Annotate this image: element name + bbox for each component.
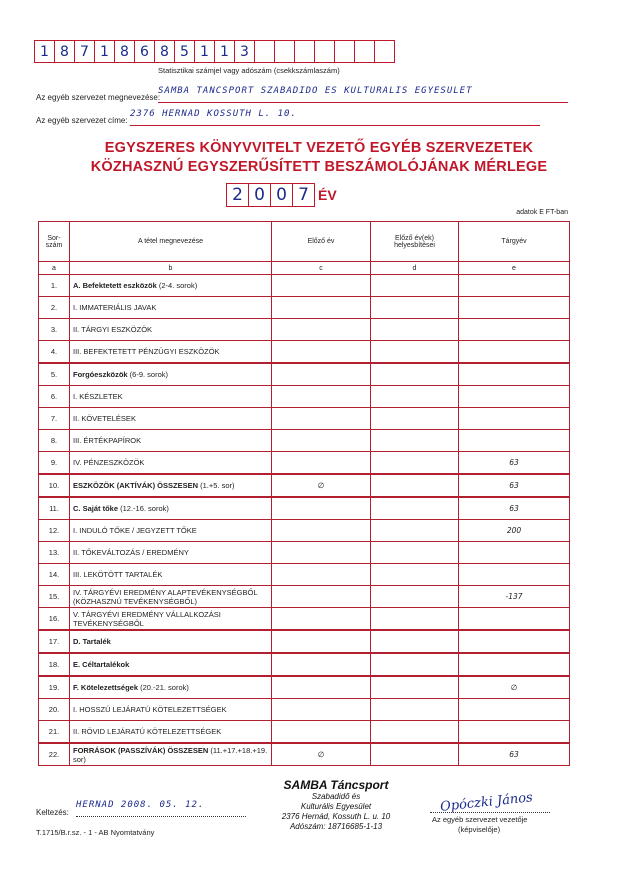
row-name: III. ÉRTÉKPAPÍROK	[73, 436, 142, 445]
row-name: I. HOSSZÚ LEJÁRATÚ KÖTELEZETTSÉGEK	[73, 705, 227, 714]
row-name-cell	[70, 630, 272, 653]
prev-year-value[interactable]	[272, 699, 371, 721]
current-year-value[interactable]	[459, 408, 570, 430]
prev-year-value[interactable]	[272, 721, 371, 744]
stat-digit-box[interactable]: 6	[134, 40, 155, 63]
current-year-value[interactable]: -137	[459, 586, 570, 608]
current-year-value[interactable]: ∅	[459, 676, 570, 699]
row-name: IV. TÁRGYÉVI EREDMÉNY ALAPTEVÉKENYSÉGBŐL (KÖZHASZNÚ TEVÉKENYSÉGBŐL)	[73, 587, 258, 606]
stat-digit-box[interactable]: 7	[74, 40, 95, 63]
row-number: 4.	[39, 341, 70, 364]
header-current-year: Tárgyév	[459, 222, 570, 262]
signature: Opóczki János	[439, 790, 534, 815]
prev-year-value[interactable]	[272, 630, 371, 653]
table-row	[39, 586, 570, 608]
row-number: 14.	[39, 564, 70, 586]
row-name: C. Saját tőke	[73, 504, 119, 513]
row-name: III. LEKÖTÖTT TARTALÉK	[73, 570, 163, 579]
row-name: II. KÖVETELÉSEK	[73, 414, 136, 423]
prev-year-value[interactable]: ∅	[272, 743, 371, 766]
row-name: ESZKÖZÖK (AKTÍVÁK) ÖSSZESEN	[73, 481, 199, 490]
row-number: 19.	[39, 676, 70, 699]
stat-digit-box[interactable]: 1	[94, 40, 115, 63]
correction-value[interactable]	[371, 430, 459, 452]
row-name: I. INDULÓ TŐKE / JEGYZETT TŐKE	[73, 526, 197, 535]
correction-value[interactable]	[371, 275, 459, 297]
signature-line	[430, 812, 550, 813]
row-number: 7.	[39, 408, 70, 430]
year-digit-box[interactable]: 0	[270, 183, 293, 207]
row-number: 11.	[39, 497, 70, 520]
row-number: 22.	[39, 743, 70, 766]
prev-year-value[interactable]	[272, 676, 371, 699]
current-year-value[interactable]: 63	[459, 743, 570, 766]
prev-year-value[interactable]	[272, 586, 371, 608]
table-row	[39, 721, 570, 744]
row-name-suffix: (11.+17.+18.+19. sor)	[73, 745, 268, 764]
row-name-cell	[70, 497, 272, 520]
row-name: II. TÁRGYI ESZKÖZÖK	[73, 325, 153, 334]
row-name-cell	[70, 341, 272, 364]
row-name-cell	[70, 474, 272, 497]
stat-digit-box[interactable]	[334, 40, 355, 63]
row-name: IV. PÉNZESZKÖZÖK	[73, 458, 145, 467]
current-year-value[interactable]	[459, 319, 570, 341]
org-name-value[interactable]: SAMBA TÁNCSPORT SZABADIDŐ ÉS KULTURÁLIS EGYESÜLET	[158, 86, 568, 103]
column-letter: e	[459, 262, 570, 275]
correction-value[interactable]	[371, 586, 459, 608]
row-name: II. RÖVID LEJÁRATÚ KÖTELEZETTSÉGEK	[73, 727, 222, 736]
current-year-value[interactable]	[459, 363, 570, 386]
correction-value[interactable]	[371, 297, 459, 319]
year-label: ÉV	[318, 187, 337, 203]
row-number: 17.	[39, 630, 70, 653]
stat-digit-box[interactable]: 1	[194, 40, 215, 63]
table-row	[39, 743, 570, 766]
row-name: III. BEFEKTETETT PÉNZÜGYI ESZKÖZÖK	[73, 347, 220, 356]
stat-digit-box[interactable]	[294, 40, 315, 63]
row-number: 8.	[39, 430, 70, 452]
current-year-value[interactable]	[459, 430, 570, 452]
correction-value[interactable]	[371, 497, 459, 520]
table-row	[39, 653, 570, 676]
row-number: 6.	[39, 386, 70, 408]
row-number: 20.	[39, 699, 70, 721]
row-name: I. KÉSZLETEK	[73, 392, 123, 401]
stat-digit-box[interactable]: 8	[154, 40, 175, 63]
row-name: I. IMMATERIÁLIS JAVAK	[73, 303, 157, 312]
row-name-cell	[70, 520, 272, 542]
table-row	[39, 386, 570, 408]
row-name-suffix: (2-4. sorok)	[156, 281, 198, 290]
current-year-value[interactable]: 200	[459, 520, 570, 542]
current-year-value[interactable]	[459, 608, 570, 631]
stat-digit-box[interactable]: 1	[34, 40, 55, 63]
table-row	[39, 408, 570, 430]
header-name: A tétel megnevezése	[70, 222, 272, 262]
balance-table	[38, 221, 570, 766]
current-year-value[interactable]	[459, 297, 570, 319]
correction-value[interactable]	[371, 564, 459, 586]
row-name-cell	[70, 319, 272, 341]
stat-digit-box[interactable]	[354, 40, 375, 63]
current-year-value[interactable]	[459, 542, 570, 564]
row-name: F. Kötelezettségek	[73, 683, 139, 692]
prev-year-value[interactable]: ∅	[272, 474, 371, 497]
stat-digit-box[interactable]	[314, 40, 335, 63]
current-year-value[interactable]	[459, 386, 570, 408]
table-row	[39, 497, 570, 520]
current-year-value[interactable]	[459, 564, 570, 586]
row-name-suffix: (1.+5. sor)	[198, 481, 235, 490]
org-address-label: Az egyéb szervezet címe:	[36, 116, 128, 125]
current-year-value[interactable]	[459, 275, 570, 297]
row-name-cell	[70, 430, 272, 452]
stat-digit-box[interactable]	[274, 40, 295, 63]
prev-year-value[interactable]	[272, 564, 371, 586]
correction-value[interactable]	[371, 653, 459, 676]
organization-stamp	[276, 778, 396, 832]
title-line-1: EGYSZERES KÖNYVVITELT VEZETŐ EGYÉB SZERVEZETEK	[104, 140, 534, 156]
row-number: 3.	[39, 319, 70, 341]
row-name-cell	[70, 363, 272, 386]
current-year-value[interactable]: 63	[459, 452, 570, 475]
stat-digit-box[interactable]	[374, 40, 395, 63]
row-name: Forgóeszközök	[73, 370, 128, 379]
row-number: 1.	[39, 275, 70, 297]
stat-number-caption: Statisztikai számjel vagy adószám (csekkszámlaszám)	[158, 66, 340, 75]
row-name-cell	[70, 408, 272, 430]
stat-digit-box[interactable]	[254, 40, 275, 63]
table-row	[39, 430, 570, 452]
current-year-value[interactable]	[459, 721, 570, 744]
stamp-line-4: 2376 Hernád, Kossuth L. u. 10	[281, 812, 391, 821]
row-number: 21.	[39, 721, 70, 744]
header-corrections: Előző év(ek) helyesbítései	[371, 222, 459, 262]
row-name: E. Céltartalékok	[73, 660, 130, 669]
unit-note: adatok E FT-ban	[516, 209, 568, 216]
table-row	[39, 608, 570, 631]
prev-year-value[interactable]	[272, 497, 371, 520]
table-row	[39, 564, 570, 586]
row-name: FORRÁSOK (PASSZÍVÁK) ÖSSZESEN	[73, 745, 209, 755]
correction-value[interactable]	[371, 520, 459, 542]
table-row	[39, 699, 570, 721]
correction-value[interactable]	[371, 408, 459, 430]
correction-value[interactable]	[371, 608, 459, 631]
current-year-value[interactable]	[459, 630, 570, 653]
prev-year-value[interactable]	[272, 319, 371, 341]
row-number: 2.	[39, 297, 70, 319]
row-name: A. Befektetett eszközök	[73, 281, 157, 290]
row-number: 16.	[39, 608, 70, 631]
org-name-label: Az egyéb szervezet megnevezése:	[36, 93, 161, 102]
prev-year-value[interactable]	[272, 341, 371, 364]
prev-year-value[interactable]	[272, 297, 371, 319]
row-name-cell	[70, 676, 272, 699]
correction-value[interactable]	[371, 699, 459, 721]
year-digit-box[interactable]: 7	[292, 183, 315, 207]
stamp-line-3: Kulturális Egyesület	[300, 802, 372, 811]
row-name: V. TÁRGYÉVI EREDMÉNY VÁLLALKOZÁSI TEVÉKENYSÉGBŐL	[73, 609, 221, 628]
stat-digit-box[interactable]: 1	[214, 40, 235, 63]
row-name-cell	[70, 721, 272, 744]
prev-year-value[interactable]	[272, 275, 371, 297]
table-row	[39, 474, 570, 497]
row-name: D. Tartalék	[73, 637, 111, 646]
row-name-suffix: (6-9. sorok)	[127, 370, 169, 379]
prev-year-value[interactable]	[272, 452, 371, 475]
row-name-cell	[70, 743, 272, 766]
correction-value[interactable]	[371, 452, 459, 475]
stamp-line-1: SAMBA Táncsport	[283, 778, 389, 792]
row-number: 18.	[39, 653, 70, 676]
row-name-cell	[70, 452, 272, 475]
prev-year-value[interactable]	[272, 608, 371, 631]
table-row	[39, 297, 570, 319]
current-year-value[interactable]	[459, 341, 570, 364]
signer-label-2: (képviselője)	[458, 825, 501, 834]
row-number: 12.	[39, 520, 70, 542]
table-row	[39, 319, 570, 341]
row-name-cell	[70, 297, 272, 319]
column-letter: c	[272, 262, 371, 275]
row-name-cell	[70, 586, 272, 608]
row-name-suffix: (12.-16. sorok)	[118, 504, 169, 513]
table-row	[39, 341, 570, 364]
prev-year-value[interactable]	[272, 430, 371, 452]
prev-year-value[interactable]	[272, 363, 371, 386]
table-row	[39, 630, 570, 653]
table-row	[39, 676, 570, 699]
correction-value[interactable]	[371, 542, 459, 564]
stat-digit-box[interactable]: 5	[174, 40, 195, 63]
row-name-cell	[70, 275, 272, 297]
column-letter: b	[70, 262, 272, 275]
prev-year-value[interactable]	[272, 520, 371, 542]
row-name-cell	[70, 608, 272, 631]
prev-year-value[interactable]	[272, 408, 371, 430]
correction-value[interactable]	[371, 743, 459, 766]
current-year-value[interactable]: 63	[459, 474, 570, 497]
stat-digit-box[interactable]: 8	[114, 40, 135, 63]
table-row	[39, 452, 570, 475]
correction-value[interactable]	[371, 676, 459, 699]
correction-value[interactable]	[371, 630, 459, 653]
prev-year-value[interactable]	[272, 386, 371, 408]
row-name: II. TŐKEVÁLTOZÁS / EREDMÉNY	[73, 548, 189, 557]
stat-digit-box[interactable]: 8	[54, 40, 75, 63]
stamp-line-2: Szabadidő és	[311, 792, 361, 801]
date-value[interactable]: HERNÁD 2008. 05. 12.	[76, 800, 246, 817]
current-year-value[interactable]: 63	[459, 497, 570, 520]
org-address-value[interactable]: 2376 HERNÁD KOSSUTH L. 10.	[130, 109, 540, 126]
row-number: 5.	[39, 363, 70, 386]
table-row	[39, 542, 570, 564]
correction-value[interactable]	[371, 341, 459, 364]
correction-value[interactable]	[371, 363, 459, 386]
column-letter: a	[39, 262, 70, 275]
row-number: 10.	[39, 474, 70, 497]
column-letter: d	[371, 262, 459, 275]
row-number: 9.	[39, 452, 70, 475]
header-sorszam: Sor-szám	[39, 222, 70, 262]
row-number: 15.	[39, 586, 70, 608]
table-row	[39, 275, 570, 297]
row-number: 13.	[39, 542, 70, 564]
row-name-cell	[70, 542, 272, 564]
stamp-line-5: Adószám: 18716685-1-13	[289, 822, 383, 831]
correction-value[interactable]	[371, 474, 459, 497]
date-label: Keltezés:	[36, 808, 69, 817]
stat-number-boxes	[34, 40, 394, 63]
current-year-value[interactable]	[459, 699, 570, 721]
signer-label-1: Az egyéb szervezet vezetője	[432, 815, 528, 824]
row-name-cell	[70, 386, 272, 408]
prev-year-value[interactable]	[272, 542, 371, 564]
header-prev-year: Előző év	[272, 222, 371, 262]
table-row	[39, 363, 570, 386]
row-name-cell	[70, 699, 272, 721]
table-row	[39, 520, 570, 542]
form-code: T.1715/B.r.sz. - 1 - AB Nyomtatvány	[36, 828, 155, 837]
row-name-suffix: (20.-21. sorok)	[138, 683, 189, 692]
year-digit-box[interactable]: 2	[226, 183, 249, 207]
correction-value[interactable]	[371, 319, 459, 341]
correction-value[interactable]	[371, 721, 459, 744]
row-name-cell	[70, 564, 272, 586]
prev-year-value[interactable]	[272, 653, 371, 676]
year-digit-box[interactable]: 0	[248, 183, 271, 207]
year-boxes	[226, 183, 337, 207]
stat-digit-box[interactable]: 3	[234, 40, 255, 63]
current-year-value[interactable]	[459, 653, 570, 676]
row-name-cell	[70, 653, 272, 676]
correction-value[interactable]	[371, 386, 459, 408]
title-line-2: KÖZHASZNÚ EGYSZERŰSÍTETT BESZÁMOLÓJÁNAK MÉRLEGE	[90, 159, 548, 175]
